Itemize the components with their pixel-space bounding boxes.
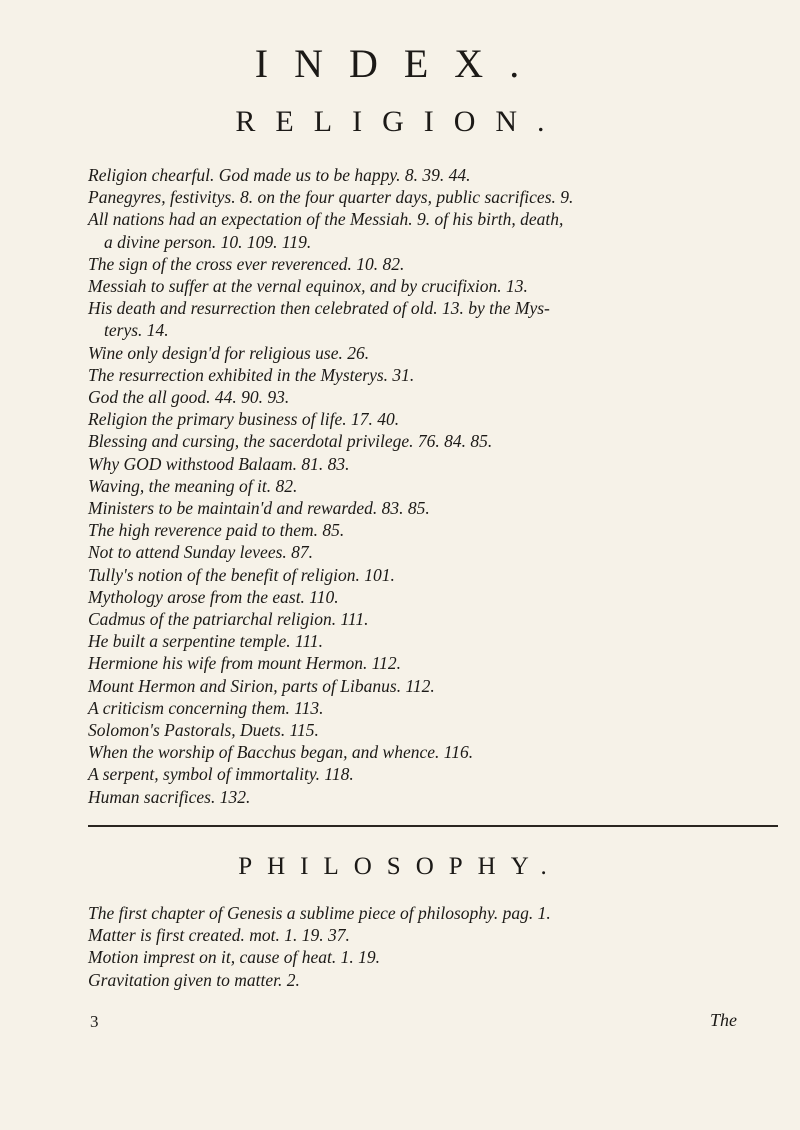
index-entry: A serpent, symbol of immortality. 118. bbox=[88, 764, 354, 785]
page-header: INDEX. bbox=[254, 41, 546, 86]
index-entry: Tully's notion of the benefit of religion. 101. bbox=[88, 564, 395, 585]
index-entry: Hermione his wife from mount Hermon. 112. bbox=[88, 653, 402, 674]
index-entry: The resurrection exhibited in the Mysterys. 31. bbox=[88, 364, 415, 385]
index-entry: Mount Hermon and Sirion, parts of Libanus. 112. bbox=[88, 675, 435, 696]
index-entry: Not to attend Sunday levees. 87. bbox=[88, 542, 314, 563]
index-entry: Ministers to be maintain'd and rewarded. 83. 85. bbox=[88, 498, 430, 519]
index-entry: Why GOD withstood Balaam. 81. 83. bbox=[88, 453, 350, 474]
index-entry: Religion chearful. God made us to be happy. 8. 39. 44. bbox=[88, 165, 471, 185]
index-entry: All nations had an expectation of the Messiah. 9. of his birth, death, bbox=[88, 209, 564, 230]
index-entry: Wine only design'd for religious use. 26. bbox=[88, 342, 370, 363]
philosophy-entries bbox=[88, 902, 778, 991]
index-entry: When the worship of Bacchus began, and whence. 116. bbox=[88, 742, 474, 763]
section-divider bbox=[88, 825, 778, 827]
index-entry: Matter is first created. mot. 1. 19. 37. bbox=[88, 925, 350, 946]
index-entry: His death and resurrection then celebrated of old. 13. by the Mys- bbox=[88, 298, 550, 319]
index-entry: A criticism concerning them. 113. bbox=[88, 697, 324, 718]
index-entry: Blessing and cursing, the sacerdotal privilege. 76. 84. 85. bbox=[88, 431, 493, 452]
religion-section-title: RELIGION. bbox=[235, 105, 565, 138]
index-entry: The high reverence paid to them. 85. bbox=[88, 520, 345, 541]
index-entry: Gravitation given to matter. 2. bbox=[88, 969, 300, 990]
index-entry: Messiah to suffer at the vernal equinox, and by crucifixion. 13. bbox=[88, 276, 528, 297]
index-entry: Waving, the meaning of it. 82. bbox=[88, 475, 298, 496]
index-entry: The first chapter of Genesis a sublime piece of philosophy. pag. 1. bbox=[88, 903, 551, 923]
index-entry: The sign of the cross ever reverenced. 10. 82. bbox=[88, 253, 405, 274]
index-entry: Mythology arose from the east. 110. bbox=[88, 586, 339, 607]
index-entry: Solomon's Pastorals, Duets. 115. bbox=[88, 720, 319, 741]
index-entry: Panegyres, festivitys. 8. on the four quarter days, public sacrifices. 9. bbox=[88, 187, 574, 208]
signature-mark: 3 bbox=[90, 1012, 99, 1031]
index-entry: He built a serpentine temple. 111. bbox=[88, 631, 324, 652]
index-entry: a divine person. 10. 109. 119. bbox=[104, 231, 312, 252]
index-entry: Religion the primary business of life. 17. 40. bbox=[88, 409, 400, 430]
catchword: The bbox=[710, 1010, 737, 1030]
religion-entries bbox=[88, 164, 778, 808]
index-entry: terys. 14. bbox=[104, 320, 169, 341]
philosophy-section-title: PHILOSOPHY. bbox=[238, 853, 562, 880]
index-entry: God the all good. 44. 90. 93. bbox=[88, 387, 290, 408]
index-entry: Motion imprest on it, cause of heat. 1. 19. bbox=[88, 947, 380, 968]
index-entry: Human sacrifices. 132. bbox=[88, 786, 251, 807]
index-entry: Cadmus of the patriarchal religion. 111. bbox=[88, 609, 369, 630]
